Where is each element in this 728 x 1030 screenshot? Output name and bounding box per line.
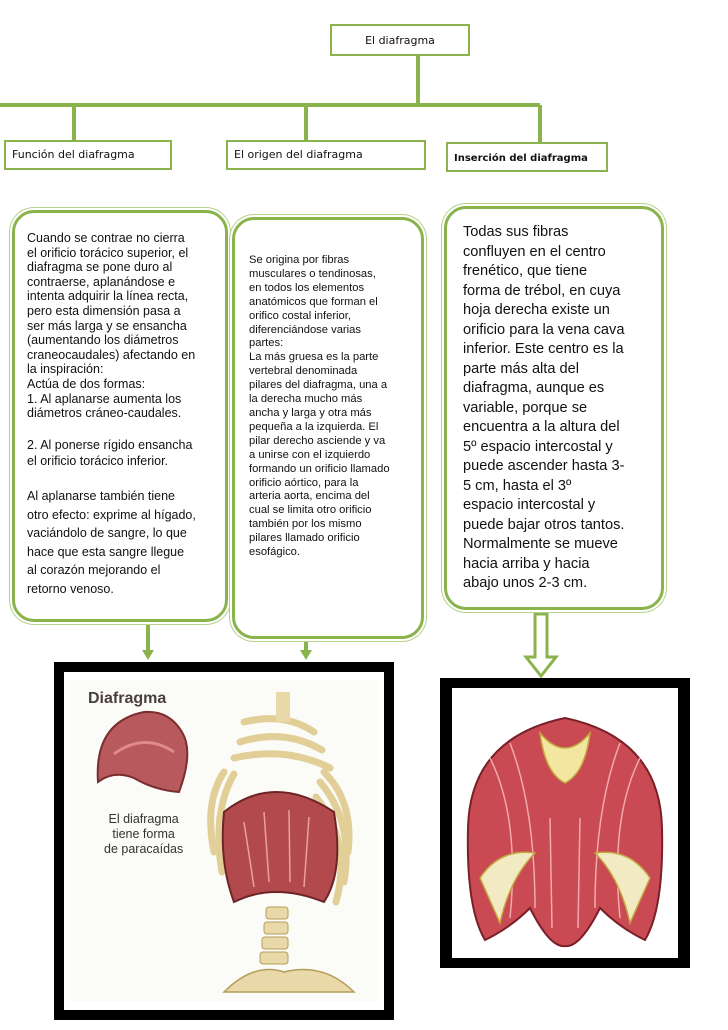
funcion-text-1: Cuando se contrae no cierra el orificio torácico superior, el diafragma se pone duro al contraerse, aplanándose e intenta adquirir la línea recta, pero esta dimensión pasa a ser más larga y se ensancha (aumentando los diámetros craneocaudales) afectando en la inspiración: Actúa de dos formas: 1. Al aplanarse aumenta los diámetros cráneo-caudales. [27,231,196,421]
illustration-heading: Diafragma [88,690,167,707]
down-arrow-icon [526,614,556,676]
panel-origen [232,217,424,639]
funcion-text-2: 2. Al ponerse rígido ensancha el orificio torácico inferior. [27,438,193,468]
header-insercion: Inserción del diafragma [446,142,608,172]
panel-insercion [444,206,664,610]
panel-funcion [12,210,228,622]
main-title: El diafragma [330,24,470,56]
funcion-text-3: Al aplanarse también tiene otro efecto: exprime al hígado, vaciándolo de sangre, lo que hace que esta sangre llegue al corazón mejorando el retorno venoso. [27,489,196,596]
diaphragm-underside-illustration [440,678,690,968]
header-origen: El origen del diafragma [226,140,426,170]
illustration-caption: El diafragma tiene forma de paracaídas [104,812,184,856]
origen-text: Se origina por fibras musculares o tendinosas, en todos los elementos anatómicos que forman el orifico costal inferior, diferenciándose varias partes: La más gruesa es la parte vertebral denominada pilares del diafragma, una a la derecha mucho más ancha y larga y otra más pequeña a la izquierda. El pilar derecho asciende y va a unirse con el izquierdo formando un orificio llamado orificio aórtico, para la arteria aorta, encima del cual se limita otro orificio también por los mismo pilares llamado orificio esofágico. [249,254,390,559]
diaphragm-underside-frame [440,678,690,968]
diaphragm-illustration-frame [54,662,394,1020]
header-funcion: Función del diafragma [4,140,172,170]
insercion-text: Todas sus fibras confluyen en el centro frenético, que tiene forma de trébol, en cuya hoja derecha existe un orificio para la vena cava inferior. Este centro es la parte más alta del diafragma, aunque es variable, porque se encuentra a la altura del 5º espacio intercostal y puede ascender hasta 3- 5 cm, hasta el 3º espacio intercostal y puede bajar otros tantos. Normalmente se mueve hacia arriba y hacia abajo unos 2-3 cm. [463,224,625,591]
